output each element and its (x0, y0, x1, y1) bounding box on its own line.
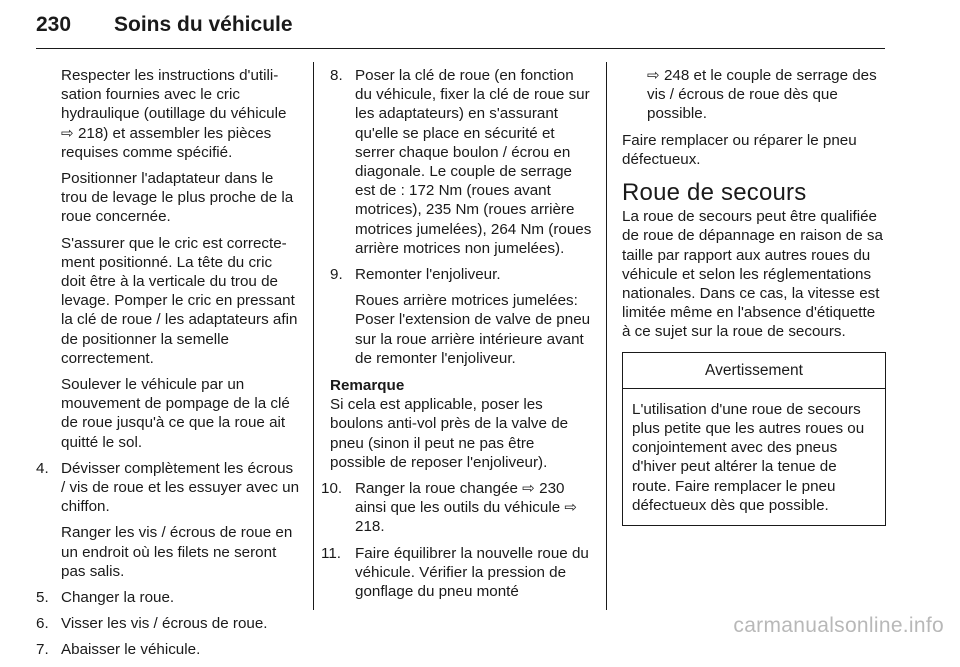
warning-text: L'utilisation d'une roue de secours plus petite que les autres roues ou conjointement avec des pneus d'hiver peut altérer la tenue de route. Faire remplacer le pneu défectueux dès que possible. (632, 400, 865, 514)
column-divider (606, 62, 607, 610)
list-text: Poser la clé de roue (en fonction du véhicule, fixer la clé de roue sur les adaptateurs) en s'assurant qu'elle se place en sécurité et serrer chaque boulon / écrou en diagonale. Le couple de serrage est de : 172 Nm (roues avant motrices), 235 Nm (roues arrière motrices jumelées), 264 Nm (roues arrière motrices non jumelées). (355, 67, 592, 257)
list-number: 10. (321, 480, 343, 498)
list-subparagraph: Roues arrière motrices jumelées: Poser l'extension de valve de pneu sur la roue arrière intérieure avant de remonter l'enjoliveur. (355, 292, 591, 367)
column-3 (622, 66, 886, 526)
column-2 (321, 66, 594, 608)
list-text: Visser les vis / écrous de roue. (61, 615, 268, 633)
paragraph: Respecter les instructions d'utilisation fournies avec le cric hydraulique (outillage du véhicule ⇨ 218) et assembler les pièces requises comme spécifié. (61, 67, 287, 161)
paragraph: Soulever le véhicule par un mouvement de pompage de la clé de roue jusqu'à ce que la roue ait quitté le sol. (61, 376, 290, 451)
list-number: 6. (36, 615, 49, 633)
list-number: 5. (36, 589, 49, 607)
list-text: Remonter l'enjoliveur. (355, 266, 501, 284)
page-title: Soins du véhicule (114, 13, 293, 36)
list-text: Dévisser complètement les écrous / vis de roue et les essuyer avec un chiffon. (61, 459, 300, 516)
paragraph: ⇨ 248 et le couple de serrage des vis / écrous de roue dès que possible. (647, 67, 877, 123)
list-number: 9. (330, 266, 343, 284)
list-item (321, 544, 594, 602)
section-heading: Roue de secours (622, 179, 807, 207)
list-item (36, 614, 300, 633)
remark-text: Si cela est applicable, poser les boulons anti-vol près de la valve de pneu (sinon il peut ne pas être possible de reposer l'enjoliveur). (330, 396, 569, 471)
paragraph: Positionner l'adaptateur dans le trou de levage le plus proche de la roue concernée. (61, 170, 294, 226)
list-item (36, 459, 300, 517)
warning-title: Avertissement (623, 353, 885, 389)
list-number: 4. (36, 459, 49, 477)
page-header (36, 0, 885, 49)
list-number: 11. (321, 544, 341, 562)
watermark: carmanualsonline.info (733, 614, 944, 637)
list-item (330, 66, 594, 258)
list-item (330, 265, 594, 284)
paragraph: La roue de secours peut être qualifiée de roue de dépannage en raison de sa taille par rapport aux autres roues du véhicule et selon les réglementations nationales. Dans ce cas, la vitesse est limitée même en l'absence d'étiquette à ce sujet sur la roue de secours. (622, 208, 883, 341)
list-item (36, 588, 300, 607)
list-text: Faire équilibrer la nouvelle roue du véhicule. Vérifier la pression de gonflage du pneu monté (355, 544, 589, 601)
page-number: 230 (36, 13, 72, 36)
paragraph: S'assurer que le cric est correctement positionné. La tête du cric doit être à la verticale du trou de levage. Pomper le cric en pressant la clé de roue / les adaptateurs afin de positionner la semelle correctement. (61, 234, 298, 367)
column-divider (313, 62, 314, 610)
list-text: Ranger la roue changée ⇨ 230 ainsi que les outils du véhicule ⇨ 218. (355, 480, 578, 536)
list-text: Changer la roue. (61, 589, 175, 607)
list-item (36, 640, 300, 659)
list-subparagraph: Ranger les vis / écrous de roue en un endroit où les filets ne seront pas salis. (61, 524, 293, 580)
paragraph: Faire remplacer ou réparer le pneu défectueux. (622, 131, 857, 168)
list-text: Abaisser le véhicule. (61, 641, 201, 659)
column-1 (36, 66, 300, 667)
list-number: 8. (330, 67, 343, 84)
warning-box (622, 352, 886, 526)
list-item (321, 479, 594, 537)
list-number: 7. (36, 641, 49, 659)
remark-title: Remarque (330, 377, 405, 395)
